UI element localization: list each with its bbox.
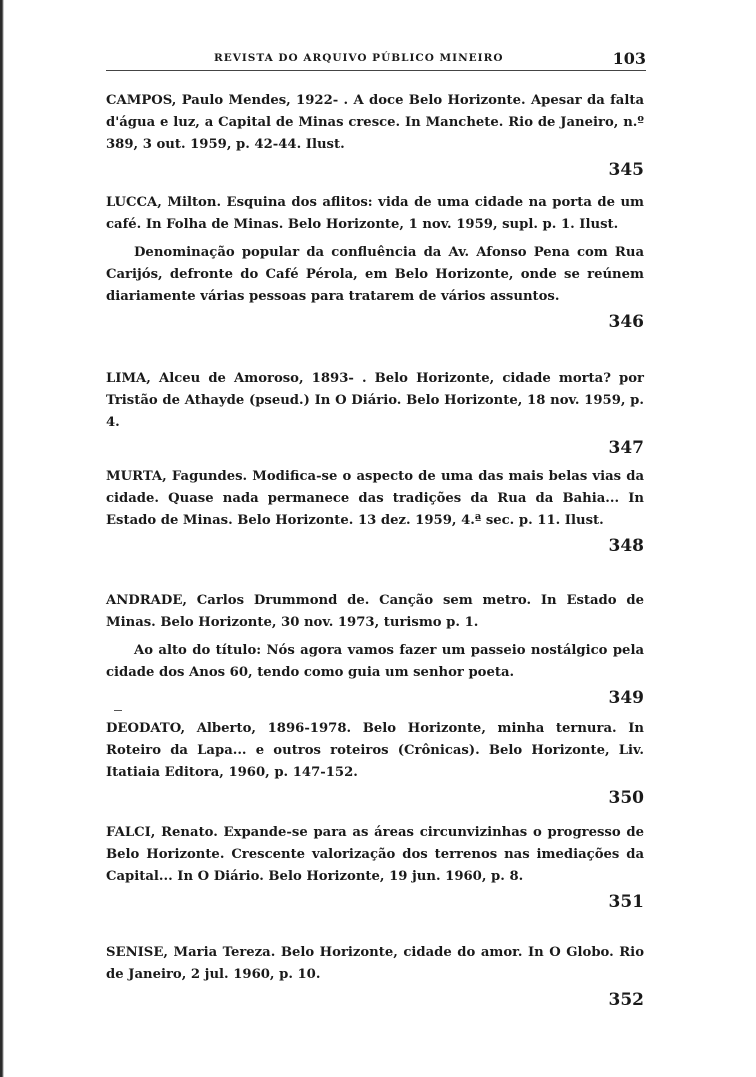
binding-edge — [0, 0, 4, 1077]
entry-citation: LUCCA, Milton. Esquina dos aflitos: vida de uma cidade na porta de um café. In Folha de Minas. Belo Horizonte, 1 nov. 1959, supl. p. 1. Ilust. — [106, 195, 644, 232]
entry-citation: DEODATO, Alberto, 1896-1978. Belo Horizonte, minha ternura. In Roteiro da Lapa... e outros roteiros (Crônicas). Belo Horizonte, Liv. Itatiaia Editora, 1960, p. 147-152. — [106, 721, 644, 780]
bibliography-entry-348 — [106, 466, 644, 556]
entry-citation: FALCI, Renato. Expande-se para as áreas circunvizinhas o progresso de Belo Horizonte. Crescente valorização dos terrenos nas imediações da Capital... In O Diário. Belo Horizonte, 19 jun. 1960, p. 8. — [106, 825, 644, 884]
running-title: REVISTA DO ARQUIVO PÚBLICO MINEIRO — [214, 52, 504, 64]
entry-number: 349 — [608, 688, 644, 708]
entry-number: 346 — [608, 312, 644, 332]
bibliography-entry-349 — [106, 590, 644, 708]
entry-citation: CAMPOS, Paulo Mendes, 1922- . A doce Belo Horizonte. Apesar da falta d'água e luz, a Capital de Minas cresce. In Manchete. Rio de Janeiro, n.º 389, 3 out. 1959, p. 42-44. Ilust. — [106, 93, 644, 152]
bibliography-entry-350 — [106, 718, 644, 808]
entry-number: 350 — [608, 788, 644, 808]
entry-citation: SENISE, Maria Tereza. Belo Horizonte, cidade do amor. In O Globo. Rio de Janeiro, 2 jul. 1960, p. 10. — [106, 945, 644, 982]
entry-note: Ao alto do título: Nós agora vamos fazer um passeio nostálgico pela cidade dos Anos 60, tendo como guia um senhor poeta. — [106, 643, 644, 680]
header-rule — [106, 70, 646, 71]
bibliography-entry-345 — [106, 90, 644, 180]
entry-number: 345 — [608, 160, 644, 180]
entry-number: 351 — [608, 892, 644, 912]
bibliography-entry-351 — [106, 822, 644, 912]
entry-citation: MURTA, Fagundes. Modifica-se o aspecto de uma das mais belas vias da cidade. Quase nada permanece das tradições da Rua da Bahia... In Estado de Minas. Belo Horizonte. 13 dez. 1959, 4.ª sec. p. 11. Ilust. — [106, 469, 644, 528]
page-number: 103 — [612, 49, 646, 68]
entry-number: 352 — [608, 990, 644, 1010]
bibliography-entry-347 — [106, 368, 644, 458]
entry-number: 347 — [608, 438, 644, 458]
stray-mark — [114, 710, 122, 711]
bibliography-entry-352 — [106, 942, 644, 1010]
entry-number: 348 — [608, 536, 644, 556]
page-header — [106, 50, 646, 70]
entry-citation: ANDRADE, Carlos Drummond de. Canção sem metro. In Estado de Minas. Belo Horizonte, 30 nov. 1973, turismo p. 1. — [106, 593, 644, 630]
bibliography-entry-346 — [106, 192, 644, 332]
entry-note: Denominação popular da confluência da Av. Afonso Pena com Rua Carijós, defronte do Café Pérola, em Belo Horizonte, onde se reúnem diariamente várias pessoas para tratarem de vários assuntos. — [106, 245, 644, 304]
entry-citation: LIMA, Alceu de Amoroso, 1893- . Belo Horizonte, cidade morta? por Tristão de Athayde (pseud.) In O Diário. Belo Horizonte, 18 nov. 1959, p. 4. — [106, 371, 644, 430]
